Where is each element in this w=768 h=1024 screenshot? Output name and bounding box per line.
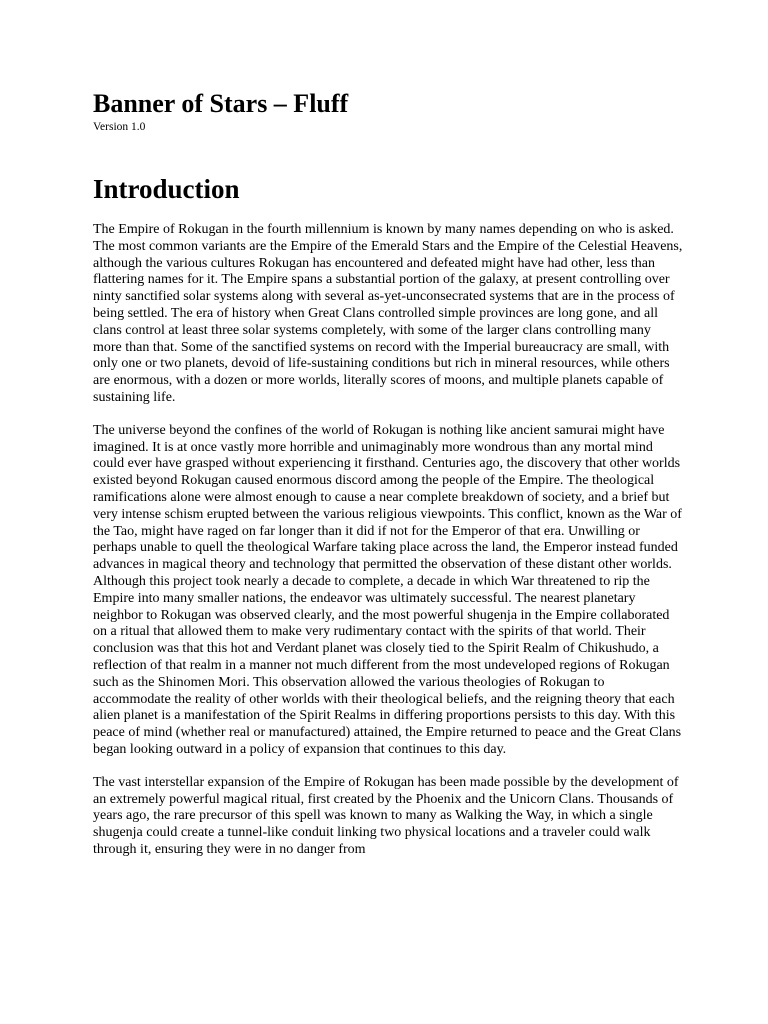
document-page xyxy=(93,88,683,859)
body-paragraph: The vast interstellar expansion of the Empire of Rokugan has been made possible by the development of an extremely powerful magical ritual, first created by the Phoenix and the Unicorn Clans. Thousands of years ago, the rare precursor of this spell was known to many as Walking the Way, in which a single shugenja could create a tunnel-like conduit linking two physical locations and a traveler could walk through it, ensuring they were in no danger from xyxy=(93,774,679,857)
body-paragraph: The universe beyond the confines of the world of Rokugan is nothing like ancient samurai might have imagined. It is at once vastly more horrible and unimaginably more wondrous than any mortal mind could ever have grasped without experiencing it firsthand. Centuries ago, the discovery that other worlds existed beyond Rokugan caused enormous discord among the people of the Empire. The theological ramifications alone were almost enough to cause a near complete breakdown of society, and a brief but very intense schism erupted between the various religious viewpoints. This conflict, known as the War of the Tao, might have raged on far longer than it did if not for the Emperor of that era. Unwilling or perhaps unable to quell the theological Warfare taking place across the land, the Emperor instead funded advances in magical theory and technology that permitted the observation of these distant other worlds. Although this project took nearly a decade to complete, a decade in which War threatened to rip the Empire into many smaller nations, the endeavor was ultimately successful. The nearest planetary neighbor to Rokugan was observed clearly, and the most powerful shugenja in the Empire collaborated on a ritual that allowed them to make very rudimentary contact with the spirits of that world. Their conclusion was that this hot and Verdant planet was closely tied to the Spirit Realm of Chikushudo, a reflection of that realm in a manner not much different from the most undeveloped regions of Rokugan such as the Shinomen Mori. This observation allowed the various theologies of Rokugan to accommodate the reality of other worlds with their theological beliefs, and the reigning theory that each alien planet is a manifestation of the Spirit Realms in differing proportions persists to this day. With this peace of mind (whether real or manufactured) attained, the Empire returned to peace and the Great Clans began looking outward in a policy of expansion that continues to this day. xyxy=(93,422,682,757)
document-version: Version 1.0 xyxy=(93,121,146,133)
section-heading: Introduction xyxy=(93,174,240,204)
document-title: Banner of Stars – Fluff xyxy=(93,89,349,118)
body-paragraph: The Empire of Rokugan in the fourth millennium is known by many names depending on who is asked. The most common variants are the Empire of the Emerald Stars and the Empire of the Celestial Heavens, although the various cultures Rokugan has encountered and defeated might have had other, less than flattering names for it. The Empire spans a substantial portion of the galaxy, at present controlling over ninty sanctified solar systems along with several as-yet-unconsecrated systems that are in the process of being settled. The era of history when Great Clans controlled simple provinces are long gone, and all clans control at least three solar systems completely, with some of the larger clans controlling many more than that. Some of the sanctified systems on record with the Imperial bureaucracy are small, with only one or two planets, devoid of life-sustaining conditions but rich in mineral resources, while others are enormous, with a dozen or more worlds, literally scores of moons, and multiple planets capable of sustaining life. xyxy=(93,222,683,405)
